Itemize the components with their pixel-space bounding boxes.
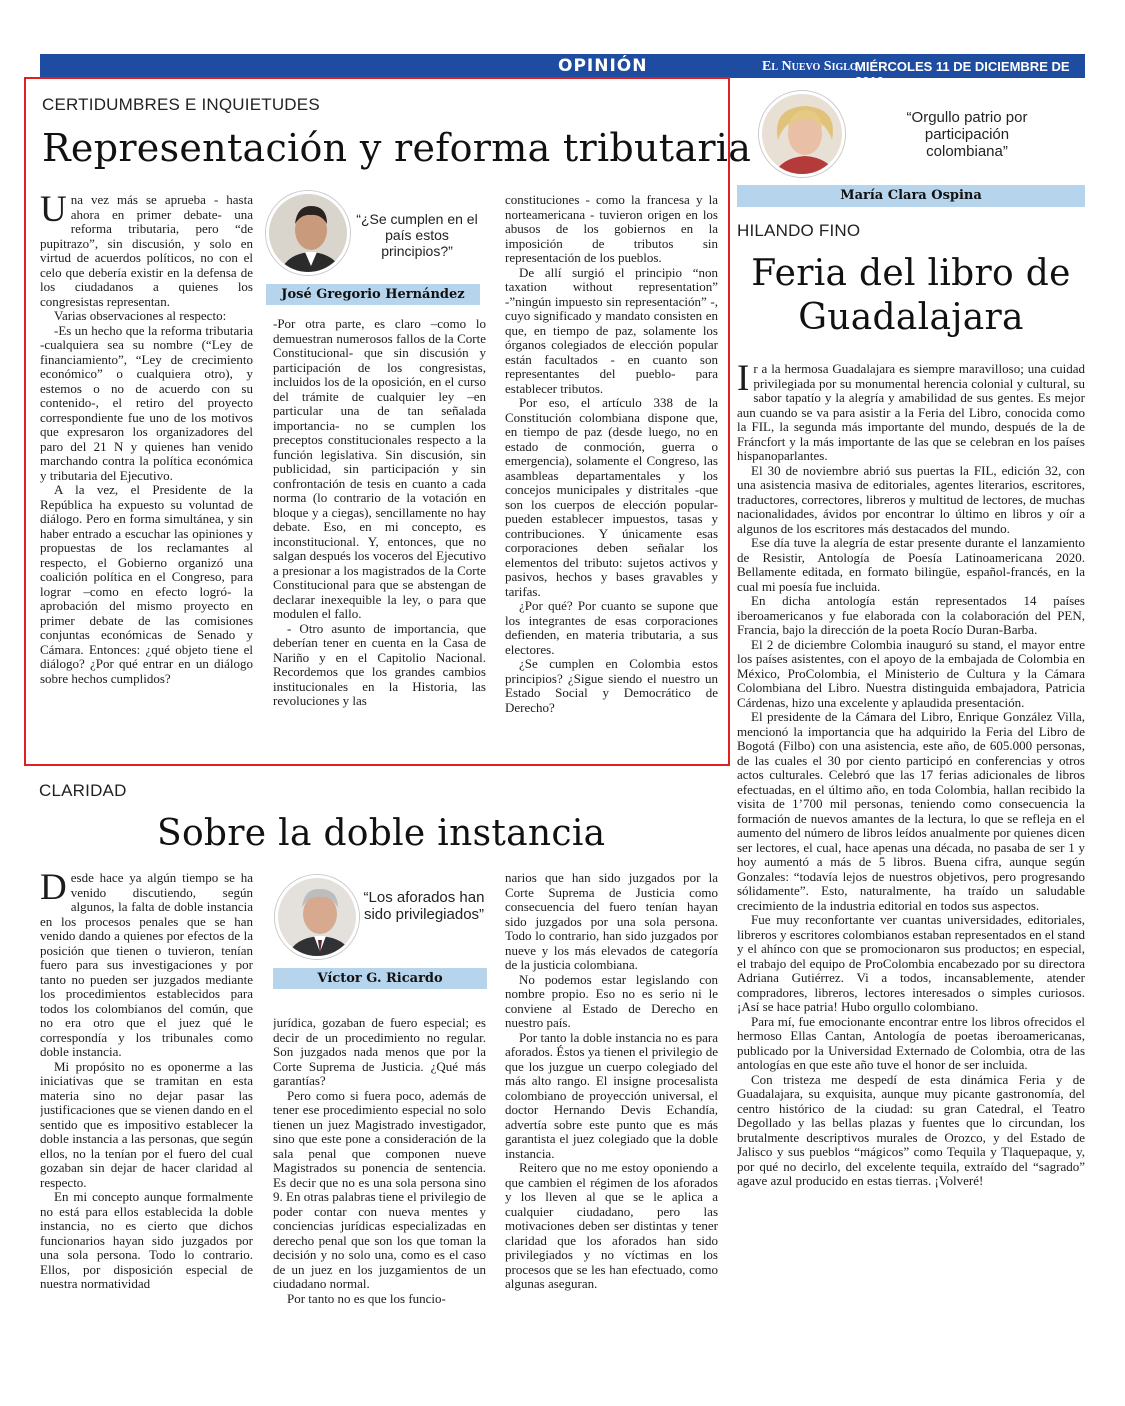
author-photo [275,875,359,959]
paragraph: Reitero que no me estoy oponiendo a que cambien el régimen de los aforados y los lleven al que se le aplica a cualquier ciudadano, pero las motivaciones deben ser distintas y tener claridad que los aforados han sido privilegiados y no víctimas en los procesos que se les han efectuado, como algunas aseguran. [505,1160,718,1291]
newspaper-name: El Nuevo Siglo [762,59,858,74]
paragraph: El 2 de diciembre Colombia inauguró su stand, el mayor entre los países asistentes, con el apoyo de la embajada de Colombia en México, ProColombia, el Ministerio de Cultura y la Cámara Colombiana del Libro. Nuestra distinguida embajadora, Patricia Cárdenas, hizo una excelente y aplaudida presentación. [737,636,1085,710]
author-name[interactable]: José Gregorio Hernández [266,284,480,305]
paragraph: esde hace ya algún tiempo se ha venido discutiendo, según algunos, la falta de doble instancia en los procesos penales que se han venido dando a quienes por efectos de la posición que tienen o tuvieron, tenían fuero para sus investigaciones y por tanto no pueden ser juzgados mediante los procedimientos establecidos para todos los colombianos del común, que no era otro que el juez qué le correspondía y los tribunales como doble instancia. [40,871,253,1059]
page-header-bar [40,54,1121,89]
author-quote: “¿Se cumplen en el país estos principios?” [356,211,478,259]
paragraph: Pero como si fuera poco, además de tener ese procedimiento especial no solo tienen un juez Magistrado investigador, sino que este pone a consideración de la sala penal que componen nueve Magistrados su ponencia de sentencia. Es decir que no es una sola persona sino 9. En otras palabras tiene el privilegio de poder contar con nueva mentes y conciencias jurídicas especializadas en derecho penal que son los que toman la decisión y no solo una, como es el caso de un juez en los juzgamientos de un ciudadano normal. [273,1087,486,1291]
article2-author-box [273,871,487,991]
paragraph: En mi concepto aunque formalmente no está para ellos establecida la doble instancia, no es cierto que dichos funcionarios hayan sido juzgados por una sola persona. Todo lo contrario. Ellos, por disposición especial de nuestra normatividad [40,1189,253,1291]
paragraph: Mi propósito no es oponerme a las iniciativas que se tramitan en esta materia sino no dejar pasar las justificaciones que se vienen dando en el sentido que es impositivo establecer la doble instancia a las personas, que según ellos, no la tenían por el fuero del cual gozaban sin dejar de hacer claridad al respecto. [40,1058,253,1190]
section-name: OPINIÓN [558,56,648,76]
article2-column-2 [273,1016,486,1351]
paragraph: El presidente de la Cámara del Libro, Enrique González Villa, mencionó la importancia que ha adquirido la Feria del Libro de Bogotá (Filbo) con una asistencia, este año, de 605.000 personas, de las cuales el 30 por ciento participó en conferencias y otros actos culturales. Celebró que las 17 ferias adicionales de libros efectuadas, en el último año, en toda Colombia, hallan recibido la visita de 1’700 mil personas, teniendo como consecuencia la formación de nuevos amantes de la lectura, lo que se refleja en el aumento del número de libros leídos anualmente por quienes dicen ser lectores, el cual, hace apenas una década, no pasaba de ser 1 y hoy aumentó a más de 5 libros. Buena cifra, aunque según Gonzales: “todavía lejos de nuestros objetivos, pero progresando sólidamente”. Esto, naturalmente, ha traído un saludable crecimiento de la industria editorial en todos sus aspectos. [737,709,1085,913]
paragraph: Ese día tuve la alegría de estar presente durante el lanzamiento de Resistir, Antología de Poesía Latinoamericana 2020. Bellamente editada, en formato bilingüe, español-francés, en la cual mi poesía fue incluida. [737,535,1085,594]
article1-kicker: CERTIDUMBRES E INQUIETUDES [42,95,320,114]
article2-headline[interactable]: Sobre la doble instancia [157,813,606,854]
article3-dropcap: I [737,362,750,399]
article1-column-1 [40,193,253,748]
paragraph: constituciones - como la francesa y la norteamericana - tuvieron origen en los abusos de los gobiernos en la imposición de tributos sin representación de los pueblos. [505,193,718,265]
paragraph: narios que han sido juzgados por la Corte Suprema de Justicia como consecuencia del fuero tenían hayan sido juzgados por una sola persona. Todo lo contrario, han sido juzgados por nueve y los más elevados de categoría de la justicia colombiana. [505,871,718,972]
paragraph: ¿Por qué? Por cuanto se supone que los integrantes de esas corporaciones defienden, en materia tributaria, a sus electores. [505,598,718,657]
article3-column [737,362,1085,1352]
paragraph: - Otro asunto de importancia, que deberían tener en cuenta en la Casa de Nariño y en el Capitolio Nacional. Recordemos que los grandes cambios institucionales en la Historia, las revoluciones y las [273,620,486,708]
paragraph: Fue muy reconfortante ver cuantas universidades, editoriales, libreros y escritores colombianos estaban representados en el stand y el ahínco con que se promocionaron sus productos; en especial, el trabajo del equipo de ProColombia encabezado por su directora Adriana Gutiérrez. Vi a todos, incansablemente, atender compradores, libreros, lectores interesados o simples curiosos. ¡Así se hace patria! Hubo orgullo colombiano. [737,912,1085,1014]
article3-headline[interactable]: Feria del libro de Guadalajara [751,253,1071,338]
article1-author-box [266,189,480,305]
paragraph: Varias observaciones al respecto: [54,308,227,323]
paragraph: Con tristeza me despedí de esta dinámica Feria y de Guadalajara, su exquisita, aunque muy picante gastronomía, del centro histórico de la ciudad: su gran Catedral, el Teatro Degollado y las bellas plazas y fuentes que lo circundan, los brutalmente descriptivos murales de Orozco, y del Estado de Jalisco y sus pueblos “mágicos” como Tequila y Tlaquepaque, y, por qué no decirlo, del excelente tequila, extraído del “sagrado” agave azul producido en estas tierras. ¡Volveré! [737,1071,1085,1188]
paragraph: r a la hermosa Guadalajara es siempre maravilloso; una cuidad privilegiada por su monumental herencia colonial y cultural, su sabor tapatío y la alegría y amabilidad de sus gentes. Es mejor aun cuando se va para asistir a la Feria del Libro, conocida como la FIL, la segunda más importante del mundo, después de la de Fráncfort y la más importante de las que se celebran en los países hispanoparlantes. [737,362,1085,463]
paragraph: na vez más se aprueba - hasta ahora en primer debate- una reforma tributaria, pero “de pupitrazo”, sin discusión, y solo en virtud de acuerdos políticos, no con el celo que debería existir en la defensa de los ciudadanos a quienes los congresistas representan. [40,193,253,309]
paragraph: En dicha antología están representados 14 países iberoamericanos y fue elaborada con la colaboración del PEN, Francia, bajo la dirección de la poeta Rocío Duran-Barba. [737,593,1085,637]
paragraph: Por eso, el artículo 338 de la Constitución colombiana dispone que, en tiempo de paz (desde luego, no en estado de conmoción, guerra o emergencia), solamente el Congreso, las asambleas departamentales y los concejos municipales y distritales -que son los cuerpos de elección popular- pueden establecer impuestos, tasas y contribuciones. Y únicamente esas corporaciones deben señalar los elementos del tributo: sujetos activos y pasivos, hechos y bases gravables y tarifas. [505,395,718,599]
article3-author-box [737,87,1085,210]
article1-dropcap: U [40,193,67,230]
paragraph: A la vez, el Presidente de la República ha expuesto su voluntad de diálogo. Pero en forma simultánea, y sin haber entrado a escuchar las opiniones y propuestas de los reclamantes al respecto, el Gobierno organizó una coalición política en el Congreso, para lograr –como en efecto logró- la aprobación del mismo proyecto en primer debate de las comisiones conjuntas económicas de Senado y Cámara. Entonces: ¿qué objeto tiene el diálogo? ¿Por qué entrar en un diálogo sobre hechos cumplidos? [40,482,253,686]
author-quote: “Orgullo patrio por participación colombiana” [906,109,1028,160]
article1-column-2 [273,317,486,748]
article1-column-3 [505,193,718,748]
author-name[interactable]: Víctor G. Ricardo [273,968,487,989]
article3-kicker: HILANDO FINO [737,221,861,240]
paragraph: De allí surgió el principio “non taxation without representation” -”ningún impuesto sin representación” -, cuyo significado y mandato consisten en que, en tiempo de paz, solamente los órganos colegiados de elección popular están facultados - en cuanto son representantes del pueblo- para establecer tributos. [505,264,718,396]
paragraph: -Es un hecho que la reforma tributaria -cualquiera sea su nombre (“Ley de financiamiento”, “Ley de crecimiento económico” o cualquiera otro), y estemos o no de acuerdo con su contenido-, el retiro del proyecto correspondiente fue uno de los motivos que expresaron los organizadores del paro del 21 N y quienes han venido marchando contra la política económica y tributaria del Ejecutivo. [40,322,253,483]
paragraph: Por tanto no es que los funcio- [287,1290,446,1306]
paragraph: No podemos estar legislando con nombre propio. Eso no es serio ni le conviene al Estado de Derecho en nuestro país. [505,971,718,1030]
paragraph: Para mí, fue emocionante encontrar entre los libros ofrecidos el hermoso Ellas Cantan, Antología de poetas iberoamericanas, publicado por la Universidad Externado de Colombia, otra de las antologías en que este año tuve el honor de ser incluida. [737,1013,1085,1072]
author-photo [266,191,350,275]
article2-kicker: CLARIDAD [39,781,127,800]
author-photo [759,91,845,177]
page-number: 9A [1097,55,1121,75]
author-name[interactable]: María Clara Ospina [737,185,1085,207]
author-quote: “Los aforados han sido privilegiados” [363,889,485,923]
paragraph: El 30 de noviembre abrió sus puertas la FIL, edición 32, con una asistencia masiva de editoriales, agentes literarios, escritores, traductores, correctores, libreros y multitud de lectores, de muchas nacionalidades, ávidos por encontrar lo último en libros y oír a algunos de los escritores más destacados del mundo. [737,462,1085,536]
article2-column-1 [40,871,253,1351]
paragraph: -Por otra parte, es claro –como lo demuestran numerosos fallos de la Corte Constitucional- que sin discusión y participación de los congresistas, incluidos los de la oposición, en el curso del trámite de cualquier ley –en particular una de tan señalada importancia- no se cumplen los preceptos constitucionales respecto a la función legislativa. Sin discusión, sin publicidad, sin participación y sin confrontación de tesis en cuanto a cada norma (lo contrario de la votación en bloque y a ciegas), sencillamente no hay debate. Eso, en mi concepto, es inconstitucional. Y, entonces, que no salgan después los voceros del Ejecutivo a presionar a los magistrados de la Corte Constitucional para que se abstengan de declarar inexequible la ley, o para que modulen el fallo. [273,317,486,621]
issue-date: MIÉRCOLES 11 DE DICIEMBRE DE 2019 [855,59,1070,89]
article1-headline[interactable]: Representación y reforma tributaria [42,126,752,170]
article2-dropcap: D [40,871,67,908]
paragraph: jurídica, gozaban de fuero especial; es decir de un procedimiento no regular. Son juzgados nada menos que por la Corte Suprema de Justicia. ¿Qué más garantías? [273,1016,486,1088]
paragraph: ¿Se cumplen en Colombia estos principios? ¿Sigue siendo el nuestro un Estado Social y Democrático de Derecho? [505,656,718,715]
paragraph: Por tanto la doble instancia no es para aforados. Éstos ya tienen el privilegio de que los juzgue un cuerpo colegiado del más alto rango. El insigne procesalista colombiano de proyección universal, el doctor Hernando Devis Echandía, advertía sobre este punto que es más garantista el juez colegiado que la doble instancia. [505,1029,718,1161]
article2-column-3 [505,871,718,1351]
